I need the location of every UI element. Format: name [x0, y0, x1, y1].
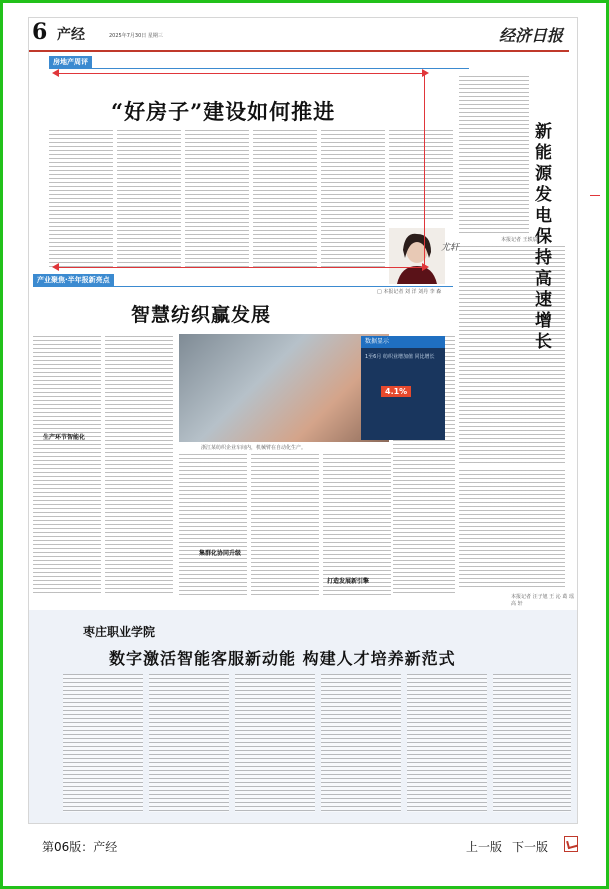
- side-text-col[interactable]: [459, 76, 529, 236]
- newspaper-page: [28, 17, 578, 824]
- data-panel-percent: 4.1%: [381, 386, 411, 397]
- school-text-col[interactable]: [149, 674, 229, 812]
- data-panel-text: 1至6月 纺织业增加值 同比增长: [365, 354, 435, 360]
- factory-photo[interactable]: [179, 334, 389, 442]
- side-byline: 本报记者 王轶辰: [501, 237, 538, 243]
- link-arrow: [58, 73, 424, 74]
- link-arrow: [590, 195, 600, 196]
- author-credit: □ 本报记者 刘 洋 刘丹 李 森: [377, 289, 442, 295]
- housing-tag[interactable]: 房地产周评: [49, 56, 92, 68]
- housing-rule: [49, 68, 469, 69]
- textile-authors: 本报记者 汪子旭 王 沁 葛 瑶 高 轩: [511, 594, 574, 607]
- school-headline[interactable]: 数字激活智能客服新动能 构建人才培养新范式: [109, 649, 456, 668]
- section-title: 产经: [57, 27, 85, 43]
- textile-tag[interactable]: 产业聚焦·半年报新亮点: [33, 274, 114, 286]
- photo-caption: 浙江某纺织企业车间内，机械臂在自动化生产。: [201, 445, 307, 451]
- next-page-link[interactable]: 下一版: [512, 840, 549, 854]
- school-name: 枣庄职业学院: [83, 625, 156, 639]
- textile-text-col[interactable]: [105, 336, 173, 596]
- school-text-col[interactable]: [63, 674, 143, 812]
- school-text-col[interactable]: [321, 674, 401, 812]
- page-label: 第06版：产经: [42, 840, 118, 854]
- date-line: 2025年7月30日 星期三: [109, 33, 163, 39]
- textile-subhead: 打造发展新引擎: [327, 578, 370, 585]
- arrow-head-icon: [52, 263, 59, 271]
- housing-headline[interactable]: “好房子”建设如何推进: [111, 99, 336, 124]
- housing-text-col[interactable]: [185, 130, 249, 270]
- paper-logo: 经济日报: [498, 26, 563, 45]
- masthead: [29, 18, 577, 58]
- author-portrait: [389, 228, 445, 284]
- masthead-rule: [29, 50, 569, 52]
- link-arrow: [424, 73, 425, 267]
- side-text-col[interactable]: [459, 470, 565, 590]
- housing-text-col[interactable]: [253, 130, 317, 270]
- textile-text-col[interactable]: [251, 454, 319, 596]
- school-text-col[interactable]: [407, 674, 487, 812]
- housing-text-col[interactable]: [117, 130, 181, 270]
- link-arrow: [58, 267, 424, 268]
- textile-text-col[interactable]: [323, 454, 391, 596]
- textile-text-col[interactable]: [179, 454, 247, 596]
- side-headline[interactable]: 新能源发电保持高速增长: [535, 122, 552, 352]
- textile-headline[interactable]: 智慧纺织赢发展: [131, 304, 272, 326]
- textile-subhead: 生产环节智能化: [43, 434, 86, 441]
- textile-rule: [33, 286, 453, 287]
- housing-text-col[interactable]: [321, 130, 385, 270]
- author-signature: 尤轩: [441, 243, 460, 253]
- school-text-col[interactable]: [493, 674, 571, 812]
- housing-text-col[interactable]: [49, 130, 113, 270]
- arrow-head-icon: [52, 69, 59, 77]
- prev-page-link[interactable]: 上一版: [466, 840, 503, 854]
- pdf-icon[interactable]: [564, 836, 578, 852]
- textile-subhead: 集群化协同升级: [199, 550, 242, 557]
- data-panel-title: 数据显示: [361, 336, 445, 348]
- textile-text-col[interactable]: [33, 336, 101, 596]
- school-text-col[interactable]: [235, 674, 315, 812]
- page-number: 6: [32, 19, 48, 45]
- housing-text-col[interactable]: [389, 130, 453, 222]
